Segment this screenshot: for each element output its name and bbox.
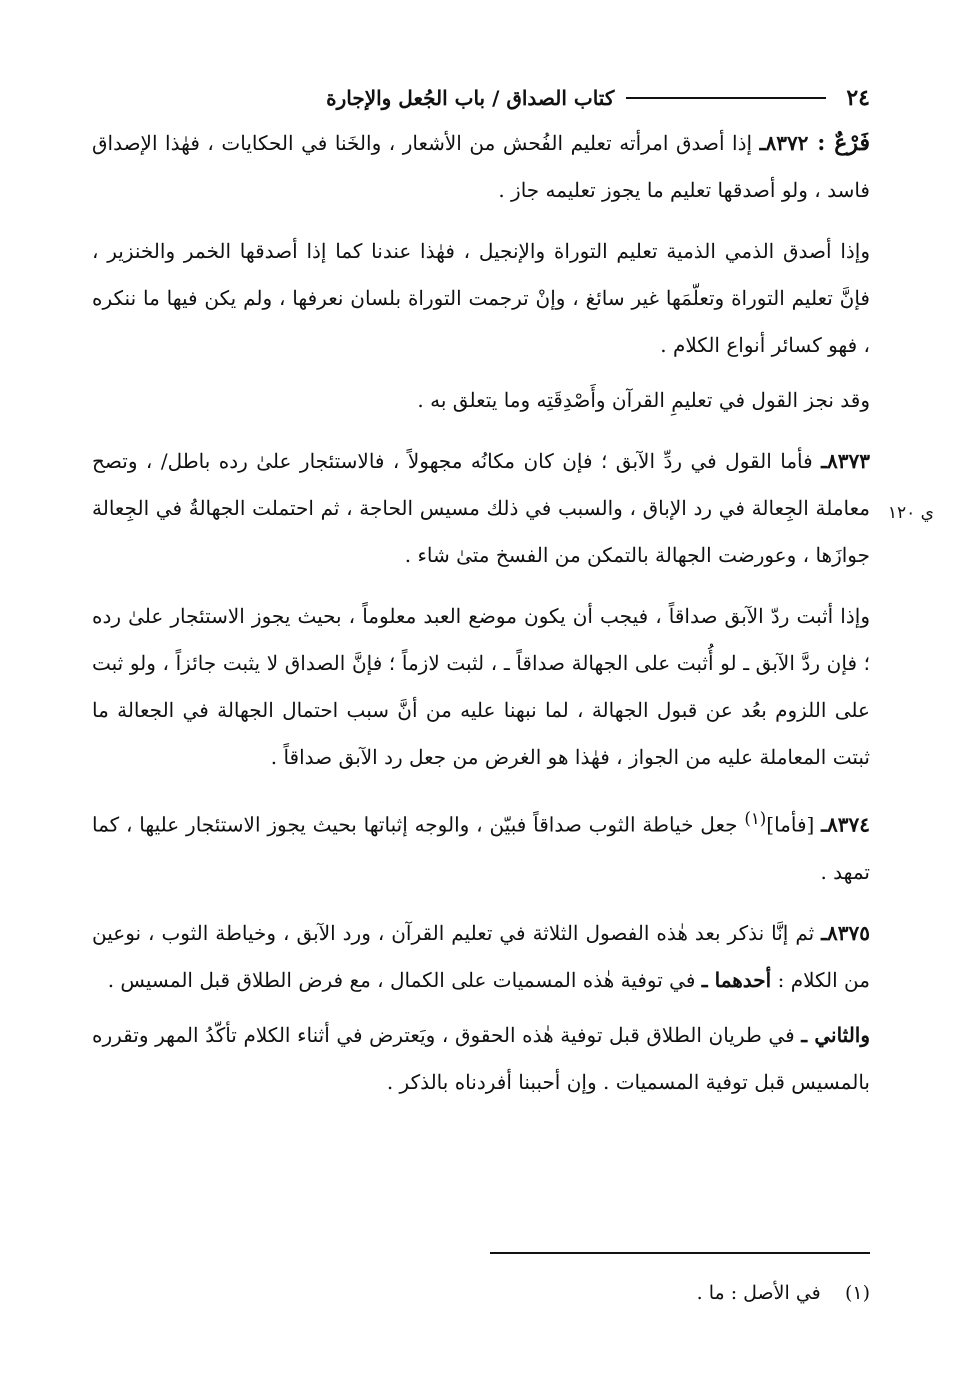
header-title: كتاب الصداق / باب الجُعل والإجارة <box>326 86 615 110</box>
footnote-rule <box>490 1252 870 1254</box>
section-number: ٨٣٧٤ـ <box>821 812 870 837</box>
paragraph-text: وقد نجز القول في تعليمِ القرآن وأَصْدِقَتِه وما يتعلق به . <box>417 388 870 412</box>
footnote-ref: (١) <box>744 809 767 828</box>
paragraph-8374 <box>92 795 870 896</box>
paragraph-text: جعل خياطة الثوب صداقاً فبيّن ، والوجه إثباتها بحيث يجوز الاستئجار عليها ، كما تمهد . <box>92 812 870 884</box>
paragraph <box>92 1012 870 1106</box>
far-label: فَرْعٌ : <box>808 130 870 156</box>
footnote-number: (١) <box>844 1282 870 1304</box>
paragraph-8373 <box>92 438 934 579</box>
bold-term: أحدهما ـ <box>701 967 772 992</box>
paragraph-text: في توفية هٰذه المسميات على الكمال ، مع فرض الطلاق قبل المسيس . <box>107 967 702 992</box>
paragraph-text: وإذا أثبت ردّ الآبق صداقاً ، فيجب أن يكون موضع العبد معلوماً ، بحيث يجوز الاستئجار علىٰ رده ؛ فإن ردَّ الآبق ـ لو أُثبت على الجهالة صداقاً ـ ، لثبت لازماً ؛ فإنَّ الصداق لا يثبت جائزاً ، ولو ثبت على اللزوم بعُد عن قبول الجهالة ، لما نبهنا عليه من أنَّ سبب احتمال الجهالة في الجعالة ما ثبتت المعاملة عليه من الجواز ، فهٰذا هو الغرض من جعل رد الآبق صداقاً . <box>92 604 870 769</box>
document-page <box>92 78 934 1106</box>
paragraph <box>92 228 870 369</box>
paragraph-text: [فأما] <box>766 812 822 837</box>
paragraph <box>92 593 870 781</box>
section-number: ٨٣٧٢ـ <box>759 131 809 155</box>
bold-term: والثاني ـ <box>801 1022 871 1047</box>
page-number: ٢٤ <box>846 85 870 111</box>
header-rule <box>626 97 826 99</box>
paragraph-text: فأما القول في ردِّ الآبق ؛ فإن كان مكانُه مجهولاً ، فالاستئجار علىٰ رده باطل/ ، وتصح معاملة الجِعالة في رد الإباق ، والسبب في ذلك مسيس الحاجة ، ثم احتملت الجهالةُ في الجِعالة جوازَها ، وعورضت الجهالة بالتمكن من الفسخ متىٰ شاء . <box>92 449 870 567</box>
footnote-text: في الأصل : ما . <box>696 1282 821 1304</box>
paragraph-8375 <box>92 910 870 1004</box>
footnote <box>697 1282 870 1304</box>
section-number: ٨٣٧٣ـ <box>821 449 870 473</box>
paragraph-text: إذا أصدق امرأته تعليم الفُحش من الأشعار ، والخَنا في الحكايات ، فهٰذا الإصداق فاسد ، ولو أصدقها تعليم ما يجوز تعليمه جاز . <box>92 131 870 202</box>
running-header <box>92 78 870 118</box>
paragraph-text: وإذا أصدق الذمي الذمية تعليم التوراة والإنجيل ، فهٰذا عندنا كما إذا أصدقها الخمر والخنزير ، فإنَّ تعليم التوراة وتعلّمَها غير سائغ ، وإنْ ترجمت التوراة بلسان نعرفها ، ولم يكن فيها ما ننكره ، فهو كسائر أنواع الكلام . <box>92 239 870 357</box>
paragraph-8372 <box>92 120 870 214</box>
paragraph <box>92 377 870 424</box>
paragraph-text: ثم إنَّا نذكر بعد هٰذه الفصول الثلاثة في تعليم القرآن ، ورد الآبق ، وخياطة الثوب ، نوعين من الكلام : <box>92 920 870 992</box>
paragraph-text: في طريان الطلاق قبل توفية هٰذه الحقوق ، ويَعترض في أثناء الكلام تأكّدُ المهر وتقرره بالمسيس قبل توفية المسميات . وإن أحببنا أفردناه بالذكر . <box>92 1022 870 1094</box>
section-number: ٨٣٧٥ـ <box>821 920 870 945</box>
margin-page-note: ي ١٢٠ <box>887 503 934 523</box>
